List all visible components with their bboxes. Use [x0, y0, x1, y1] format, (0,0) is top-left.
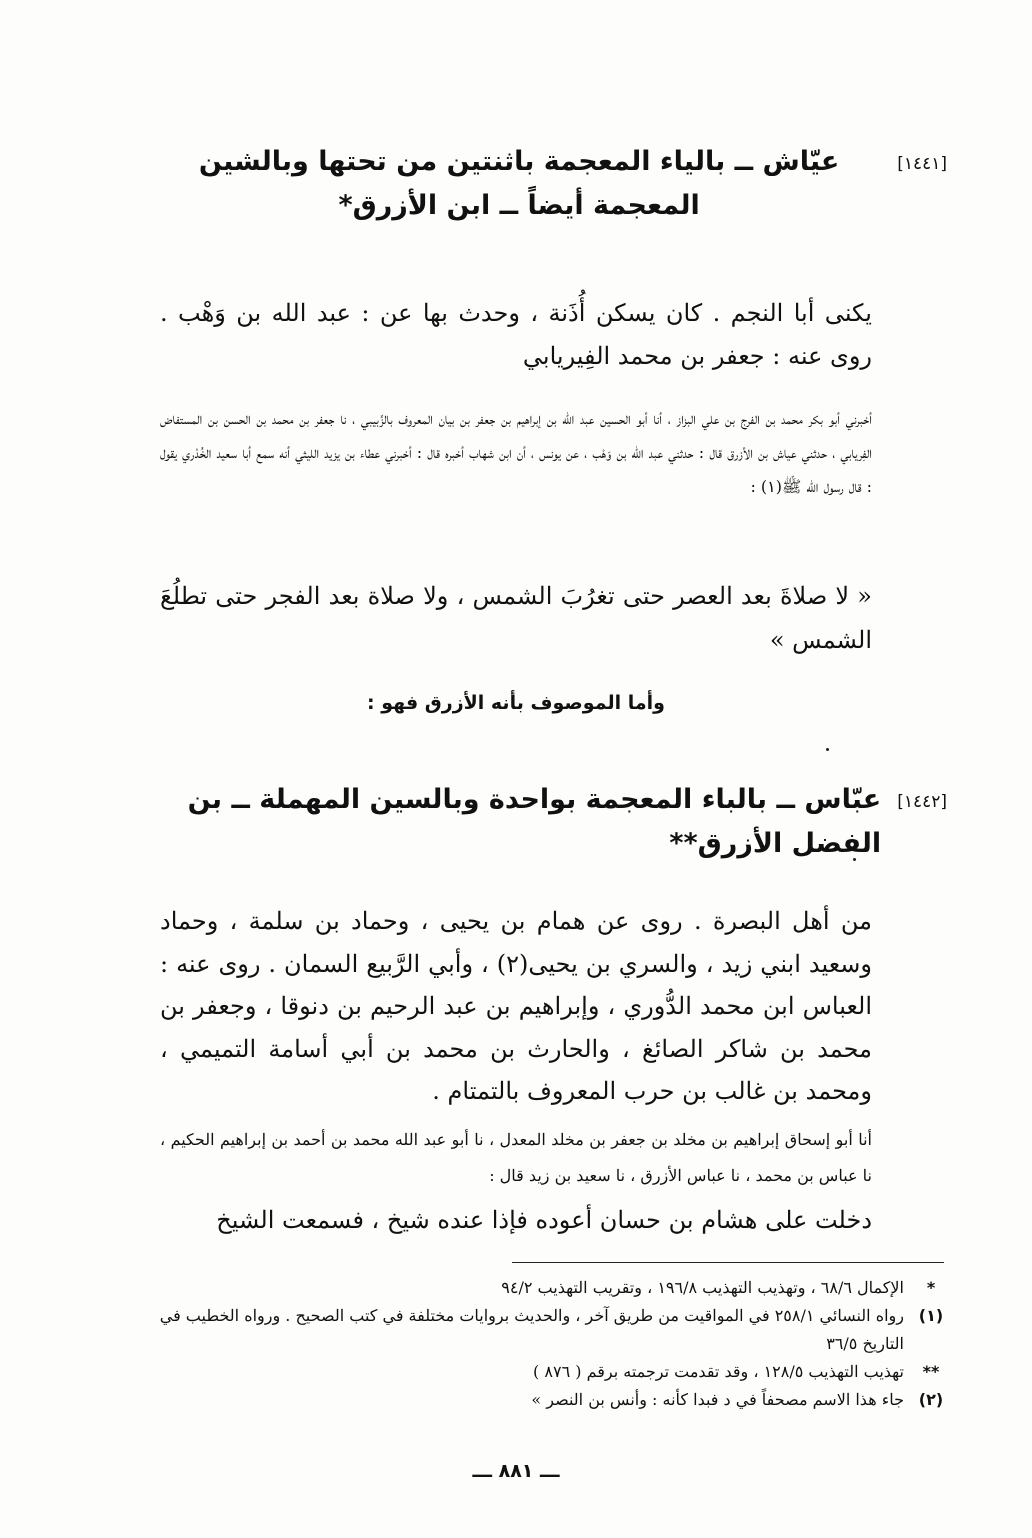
transition-line: وأما الموصوف بأنه الأزرق فهو : — [367, 692, 665, 714]
footnote-mark: (٢) — [918, 1390, 944, 1409]
footnote-text: جاء هذا الاسم مصحفاً في د فبدا كأنه : وأنس بن النصر » — [531, 1390, 904, 1409]
biography-paragraph: يكنى أبا النجم . كان يسكن أُذَنة ، وحدث بها عن : عبد الله بن وَهْب . روى عنه : جعفر بن محمد الفِيريابي — [160, 299, 872, 370]
footnote-mark: (١) — [918, 1306, 944, 1325]
isnad-chain: أخبرني أبو بكر محمد بن الفرج بن علي البزاز ، أنا أبو الحسين عبد الله بن إبراهيم بن جعفر بن بيان المعروف بالزِّبيبي ، نا جعفر بن محمد بن الحسن بن المستفاض الفِريابي ، حدثني عياش بن الأزرق قال : حدثني عبد الله بن وَهْب ، عن يونس ، أن ابن شهاب أخبره قال : أخبرني عطاء بن يزيد الليثي أنه سمع أبا سعيد الخُدْري يقول : قال رسول الله ﷺ(١) : — [160, 409, 872, 496]
page-number: ـــ ٨٨١ ـــ — [472, 1460, 560, 1482]
isnad-chain: أنا أبو إسحاق إبراهيم بن مخلد بن جعفر بن مخلد المعدل ، نا أبو عبد الله محمد بن أحمد بن إبراهيم الحكيم ، نا عباس بن محمد ، نا عباس الأزرق ، نا سعيد بن زيد قال : — [160, 1130, 872, 1185]
biography-paragraph: من أهل البصرة . روى عن همام بن يحيى ، وحماد بن سلمة ، وحماد وسعيد ابني زيد ، والسري بن يحيى(٢) ، وأبي الرَّبيع السمان . روى عنه : العباس ابن محمد الدُّوري ، وإبراهيم بن عبد الرحيم بن دنوقا ، وجعفر بن محمد بن شاكر الصائغ ، والحارث بن محمد بن أبي أسامة التميمي ، ومحمد بن غالب بن حرب المعروف بالتمتام . — [160, 907, 873, 1105]
footnote — [154, 1302, 944, 1358]
entry-number: [١٤٤٢] — [897, 792, 947, 812]
entry-number: [١٤٤١] — [897, 154, 947, 174]
footnote-mark: * — [926, 1278, 936, 1297]
entry-title: عيّاش ــ بالياء المعجمة باثنتين من تحتها وبالشين المعجمة أيضاً ــ ابن الأزرق* — [198, 146, 840, 221]
footnote-text: رواه النسائي ٢٥٨/١ في المواقيت من طريق آخر ، والحديث بروايات مختلفة في كتب الصحيح . ورواه الخطيب في التاريخ ٣٦/٥ — [159, 1306, 904, 1353]
footnote — [154, 1386, 944, 1414]
footnote-rule — [512, 1262, 944, 1263]
footnote-text: الإكمال ٦٨/٦ ، وتهذيب التهذيب ١٩٦/٨ ، وتقريب التهذيب ٩٤/٢ — [501, 1278, 904, 1297]
footnote-mark: ** — [922, 1362, 940, 1381]
continuation-text: دخلت على هشام بن حسان أعوده فإذا عنده شيخ ، فسمعت الشيخ — [216, 1206, 872, 1234]
entry-heading-1442 — [157, 778, 947, 866]
entry-heading-1441 — [157, 140, 947, 228]
footnote-text: تهذيب التهذيب ١٢٨/٥ ، وقد تقدمت ترجمته برقم ( ٨٧٦ ) — [533, 1362, 904, 1381]
entry-title: عبّاس ــ بالباء المعجمة بواحدة وبالسين المهملة ــ بن الفضل الأزرق** — [187, 784, 882, 859]
footnote — [154, 1358, 944, 1386]
stray-dot — [826, 748, 829, 751]
footnotes — [154, 1274, 944, 1414]
hadith-text: « لا صلاةَ بعد العصر حتى تغرُبَ الشمس ، ولا صلاة بعد الفجر حتى تطلُعَ الشمس » — [160, 582, 872, 654]
footnote — [154, 1274, 944, 1302]
